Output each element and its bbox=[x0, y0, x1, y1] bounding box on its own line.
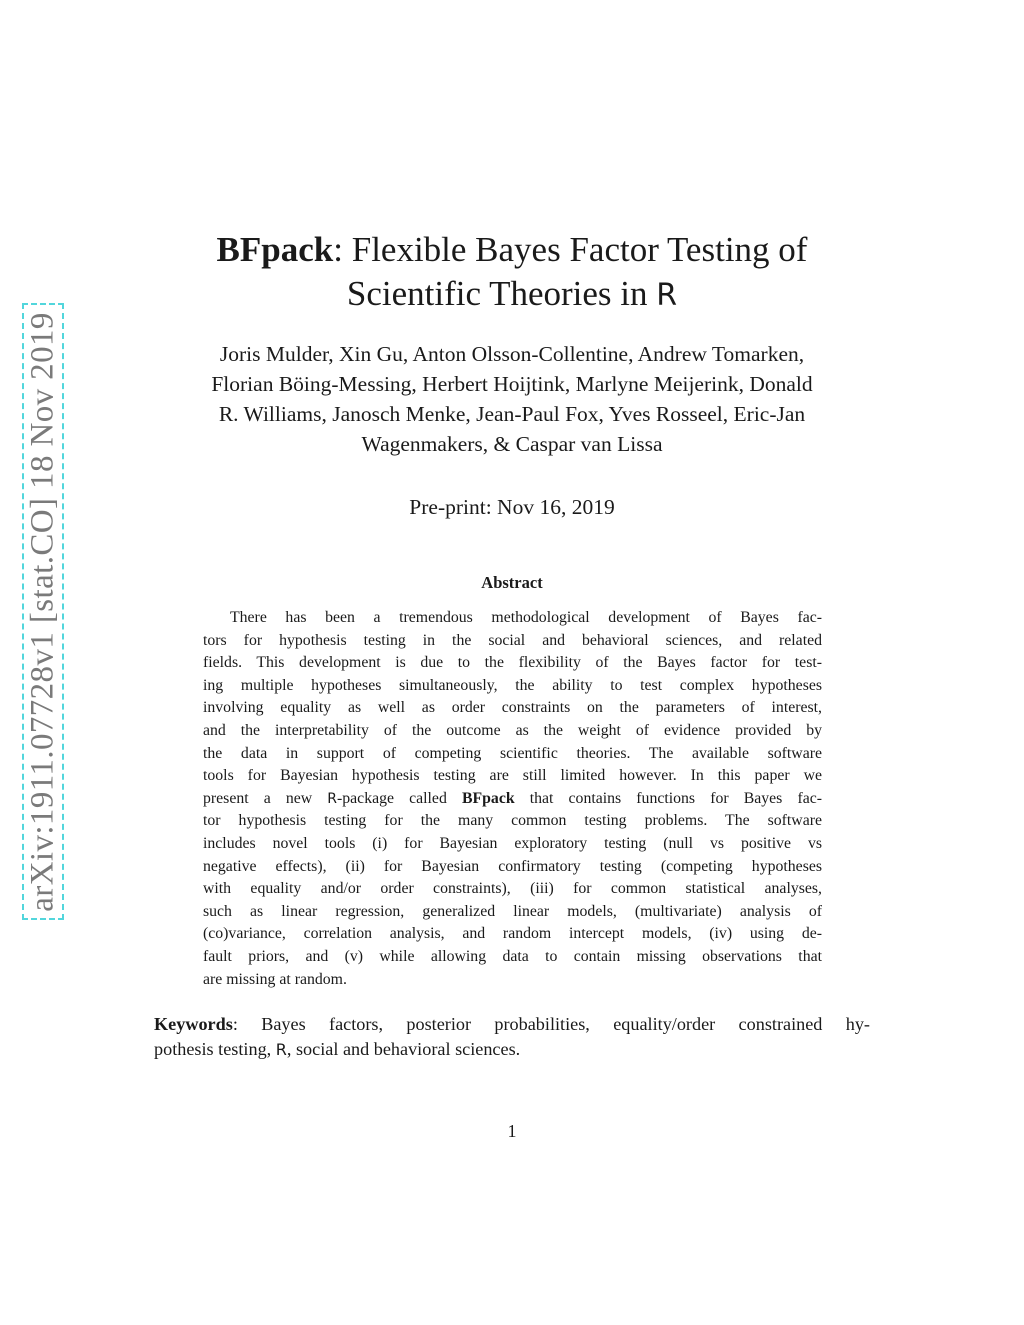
keywords-text-1: : Bayes factors, posterior probabilities, equality/order constrained hy- bbox=[232, 1014, 870, 1034]
arxiv-stamp bbox=[22, 303, 64, 920]
arxiv-id: arXiv:1911.07728v1 [stat.CO] 18 Nov 2019 bbox=[24, 311, 61, 912]
abstract-line: (co)variance, correlation analysis, and random intercept models, (iv) using de- bbox=[203, 925, 822, 943]
abstract-line-package bbox=[203, 788, 822, 811]
abstract-line: There has been a tremendous methodological development of Bayes fac- bbox=[230, 609, 822, 626]
abstract-line9-post: that contains functions for Bayes fac- bbox=[514, 789, 822, 807]
keywords-label: Keywords bbox=[154, 1014, 233, 1034]
abstract-r-language: R bbox=[327, 790, 338, 807]
abstract-line: tor hypothesis testing for the many common testing problems. The software bbox=[203, 812, 822, 830]
paper-title bbox=[140, 228, 884, 318]
keywords-r-language: R bbox=[275, 1040, 287, 1059]
keywords-text-2-pre: pothesis testing, bbox=[154, 1039, 276, 1059]
abstract-line: ing multiple hypotheses simultaneously, the ability to test complex hypotheses bbox=[203, 676, 822, 694]
abstract-line: are missing at random. bbox=[203, 970, 347, 988]
author-list bbox=[150, 339, 874, 459]
abstract-body bbox=[203, 607, 822, 991]
abstract-line: involving equality as well as order constraints on the parameters of interest, bbox=[203, 699, 822, 717]
abstract-line: negative effects), (ii) for Bayesian confirmatory testing (competing hypotheses bbox=[203, 857, 822, 875]
abstract-line: with equality and/or order constraints), (iii) for common statistical analyses, bbox=[203, 880, 822, 898]
keywords bbox=[154, 1012, 870, 1062]
abstract-line: tors for hypothesis testing in the social and behavioral sciences, and related bbox=[203, 631, 822, 649]
keywords-line-2 bbox=[154, 1037, 870, 1062]
title-line-2-text: Scientific Theories in bbox=[346, 274, 657, 313]
abstract-line: fault priors, and (v) while allowing data to contain missing observations that bbox=[203, 947, 822, 965]
keywords-line-1 bbox=[154, 1012, 870, 1037]
title-line-1-rest: : Flexible Bayes Factor Testing of bbox=[333, 230, 808, 269]
title-line-2 bbox=[140, 272, 884, 318]
abstract-line: tools for Bayesian hypothesis testing are still limited however. In this paper we bbox=[203, 767, 822, 785]
author-line: Wagenmakers, & Caspar van Lissa bbox=[361, 432, 663, 456]
preprint-date: Pre-print: Nov 16, 2019 bbox=[409, 495, 615, 519]
author-line: Joris Mulder, Xin Gu, Anton Olsson-Collentine, Andrew Tomarken, bbox=[219, 342, 805, 366]
abstract-line: the data in support of competing scientific theories. The available software bbox=[203, 744, 822, 762]
author-line: Florian Böing-Messing, Herbert Hoijtink, Marlyne Meijerink, Donald bbox=[211, 372, 813, 396]
keywords-text-2-post: , social and behavioral sciences. bbox=[286, 1039, 521, 1059]
abstract-line: includes novel tools (i) for Bayesian exploratory testing (null vs positive vs bbox=[203, 834, 822, 852]
title-package-name: BFpack bbox=[216, 230, 334, 269]
abstract-package-name: BFpack bbox=[461, 789, 515, 807]
abstract-line: and the interpretability of the outcome as the weight of evidence provided by bbox=[203, 721, 822, 739]
abstract-line9-pre: present a new bbox=[203, 789, 328, 807]
abstract-line: fields. This development is due to the flexibility of the Bayes factor for test- bbox=[203, 654, 822, 672]
author-line: R. Williams, Janosch Menke, Jean-Paul Fox, Yves Rosseel, Eric-Jan bbox=[218, 402, 806, 426]
page-number: 1 bbox=[507, 1121, 517, 1141]
title-language: R bbox=[656, 278, 678, 313]
abstract-line: such as linear regression, generalized linear models, (multivariate) analysis of bbox=[203, 902, 822, 920]
abstract-line9-mid: -package called bbox=[337, 789, 462, 807]
title-line-1 bbox=[140, 228, 884, 272]
abstract-heading: Abstract bbox=[481, 573, 543, 592]
